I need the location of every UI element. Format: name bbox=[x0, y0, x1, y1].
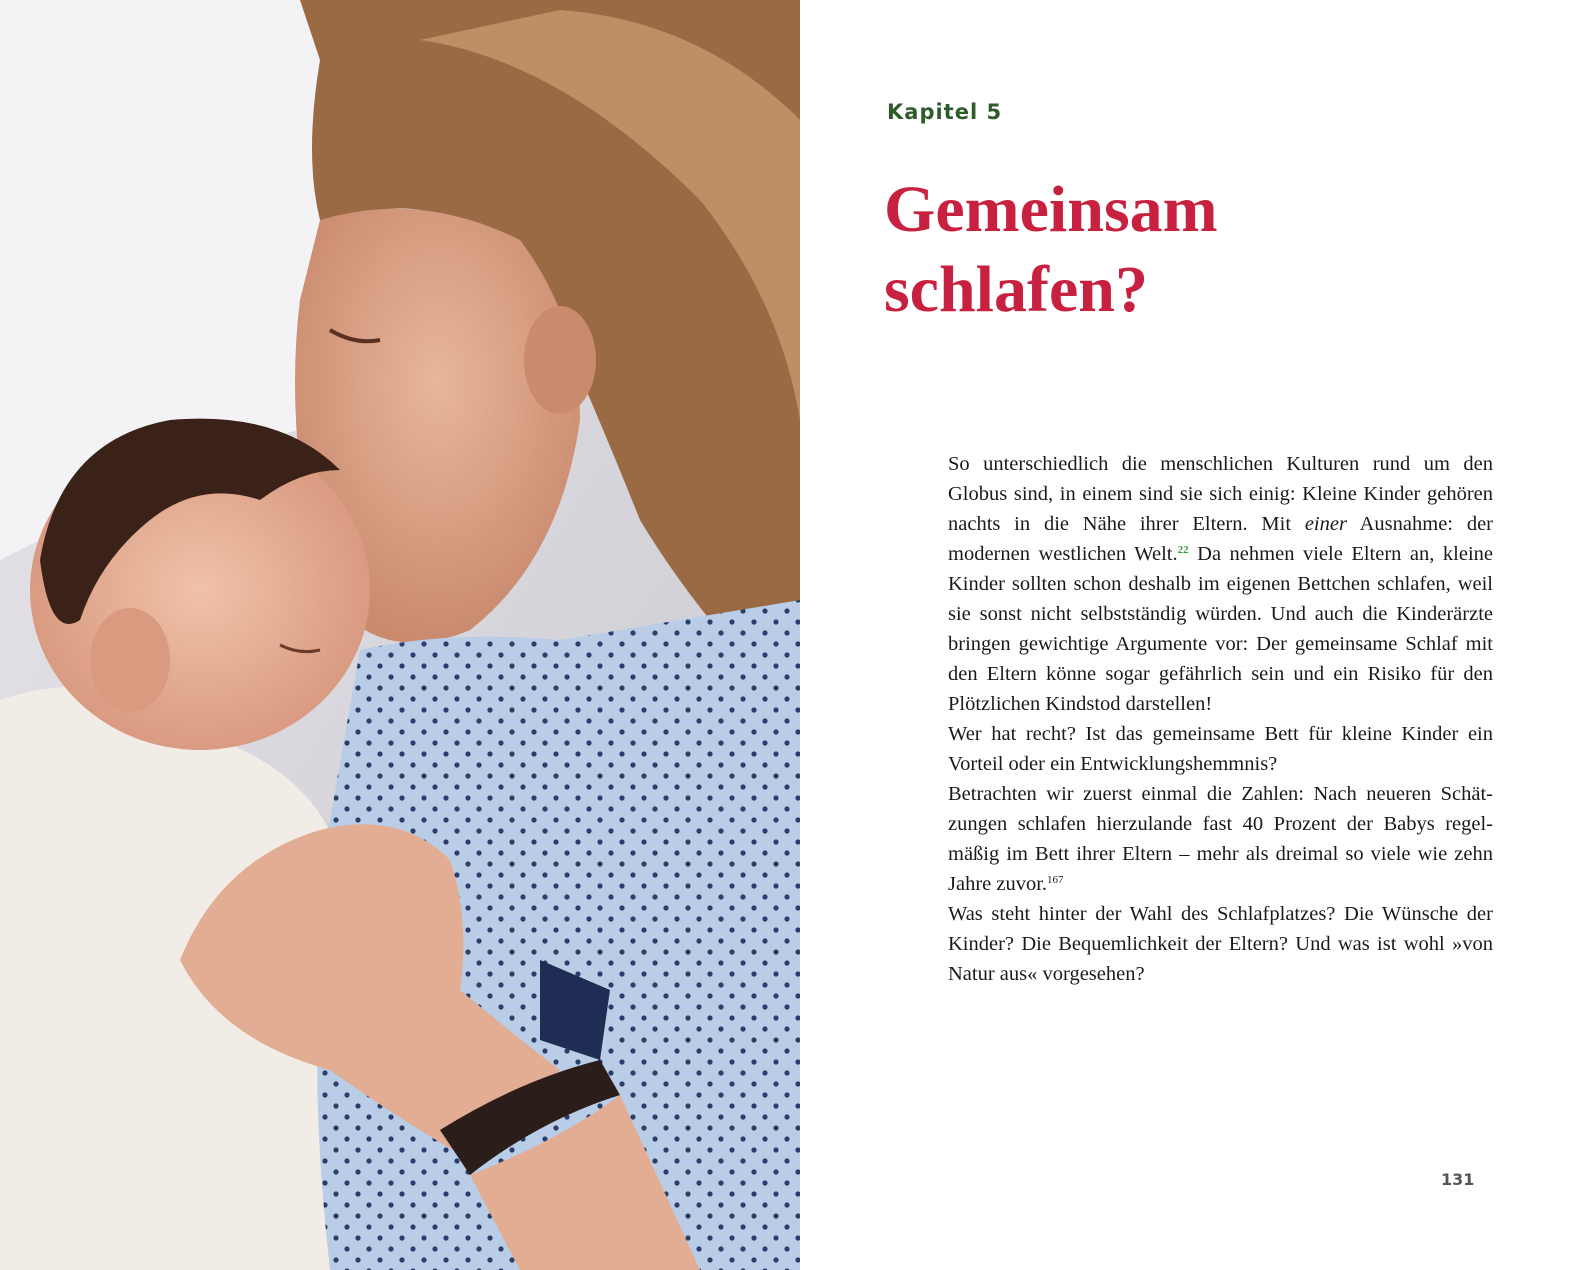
paragraph-1: So unterschiedlich die menschlichen Kulturen rund um den Globus sind, in einem sind sie sich einig: Kleine Kinder gehören nachts in die Nähe ihrer Eltern. Mit einer Ausnahme: der modernen westlichen Welt.$^{22}$ Da nehmen viele Eltern an, kleine Kinder sollten schon deshalb im eigenen Bettchen schlafen, weil sie sonst nicht selbstständig würden. Und auch die Kinderärzte bringen gewichtige Argumente vor: Der gemeinsame Schlaf mit den Eltern könne sogar gefährlich sein und ein Risiko für den Plötzlichen Kindstod darstellen! bbox=[948, 453, 1493, 715]
paragraph-4: Was steht hinter der Wahl des Schlafplatzes? Die Wünsche der Kinder? Die Bequemlichkeit der Eltern? Und was ist wohl »von Natur aus« vorgesehen? bbox=[948, 903, 1493, 985]
emphasis: einer bbox=[1304, 513, 1347, 535]
body-text bbox=[948, 449, 1493, 989]
page-number: 131 bbox=[1441, 1170, 1475, 1189]
chapter-label: Kapitel 5 bbox=[887, 100, 1003, 124]
paragraph-2: Wer hat recht? Ist das gemeinsame Bett für kleine Kinder ein Vorteil oder ein Entwicklungshemmnis? bbox=[948, 723, 1493, 775]
chapter-title: Gemeinsam schlafen? bbox=[884, 173, 1218, 326]
footnote-ref[interactable]: 22 bbox=[1177, 544, 1189, 556]
paragraph-3: Betrachten wir zuerst einmal die Zahlen: Nach neueren Schätzungen schlafen hierzulande fast 40 Prozent der Babys regelmäßig im Bett ihrer Eltern – mehr als dreimal so viele wie zehn Jahre zuvor.$^{167}$ bbox=[948, 783, 1493, 895]
footnote-ref[interactable]: 167 bbox=[1047, 874, 1064, 886]
